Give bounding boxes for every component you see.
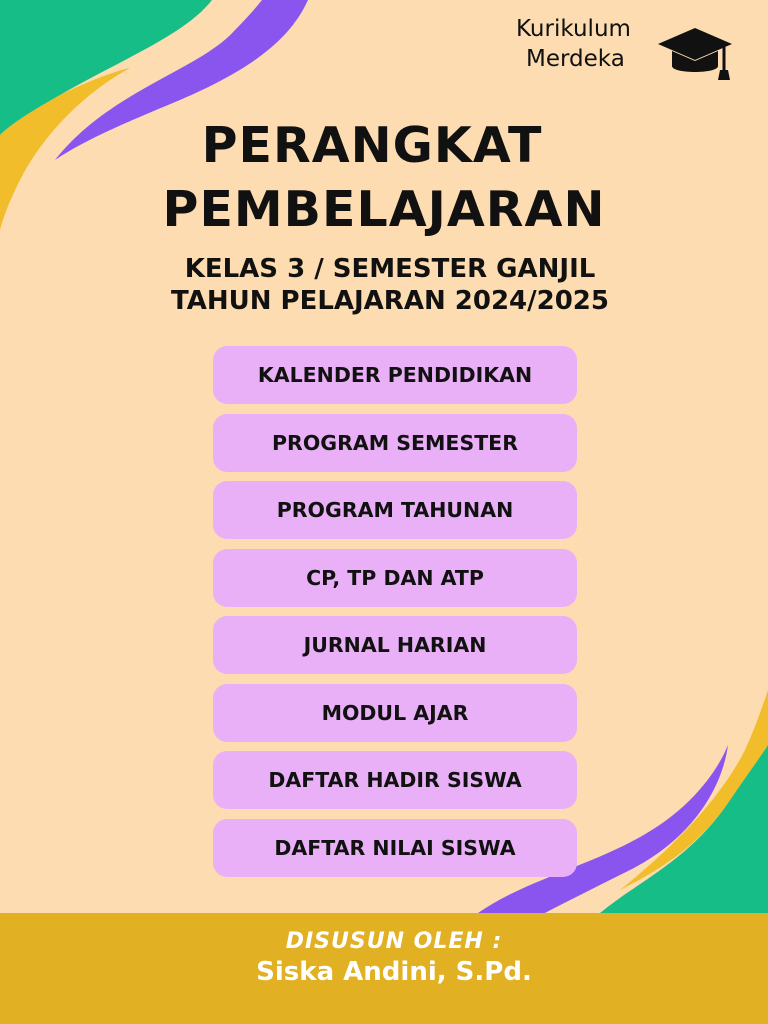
list-item-daftar-nilai-siswa: DAFTAR NILAI SISWA bbox=[213, 819, 577, 877]
list-item-program-tahunan: PROGRAM TAHUNAN bbox=[213, 481, 577, 539]
logo-line-1: Kurikulum bbox=[516, 16, 631, 42]
list-item-kalender-pendidikan: KALENDER PENDIDIKAN bbox=[213, 346, 577, 404]
list-item-daftar-hadir-siswa: DAFTAR HADIR SISWA bbox=[213, 751, 577, 809]
graduation-cap-icon bbox=[656, 26, 734, 86]
subtitle-class-semester: KELAS 3 / SEMESTER GANJIL bbox=[184, 254, 596, 284]
title-line-1: PERANGKAT bbox=[201, 117, 543, 174]
document-list bbox=[213, 346, 577, 886]
curriculum-logo bbox=[510, 14, 750, 84]
list-item-modul-ajar: MODUL AJAR bbox=[213, 684, 577, 742]
list-item-program-semester: PROGRAM SEMESTER bbox=[213, 414, 577, 472]
subtitle-academic-year: TAHUN PELAJARAN 2024/2025 bbox=[170, 286, 609, 316]
author-label: DISUSUN OLEH : bbox=[285, 929, 503, 954]
list-item-cp-tp-atp: CP, TP DAN ATP bbox=[213, 549, 577, 607]
logo-line-2: Merdeka bbox=[526, 46, 625, 72]
title-line-2: PEMBELAJARAN bbox=[162, 181, 606, 238]
list-item-jurnal-harian: JURNAL HARIAN bbox=[213, 616, 577, 674]
author-footer bbox=[0, 913, 768, 1024]
logo-text bbox=[516, 14, 631, 74]
author-name: Siska Andini, S.Pd. bbox=[256, 957, 532, 987]
